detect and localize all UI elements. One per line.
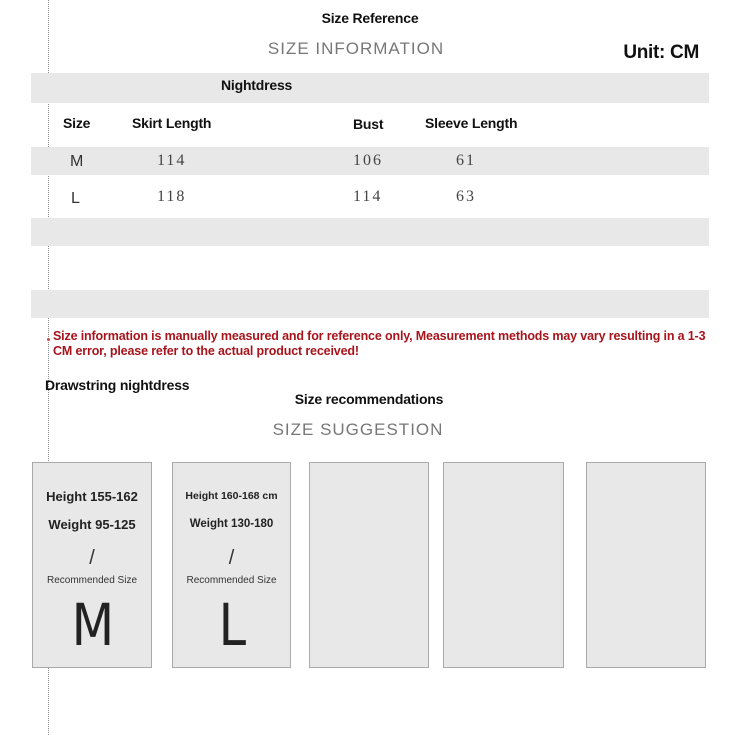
card-recommended-label: Recommended Size [186, 575, 277, 586]
unit-label: Unit: CM [623, 42, 699, 63]
notice-bullet-icon [47, 338, 50, 341]
cell-skirt-length: 114 [157, 152, 187, 169]
cell-bust: 114 [353, 188, 383, 205]
cell-bust: 106 [353, 152, 383, 169]
product-name: Drawstring nightdress [45, 377, 190, 393]
size-card-l [172, 462, 291, 668]
card-divider-slash: / [228, 547, 235, 569]
card-size-letter: M [71, 591, 113, 659]
cell-size: M [70, 153, 84, 170]
table-product-name: Nightdress [221, 77, 293, 93]
recommendations-subtitle: SIZE SUGGESTION [272, 420, 444, 439]
measurement-notice: Size information is manually measured and for reference only, Measurement methods may vary resulting in a 1-3 CM error, please refer to the actual product received! [53, 329, 706, 358]
cell-size: L [71, 190, 80, 207]
cell-skirt-length: 118 [157, 188, 187, 205]
column-header-sleeve-length: Sleeve Length [425, 115, 518, 131]
size-card-empty [586, 462, 706, 668]
card-height: Height 160-168 cm [185, 490, 278, 502]
cell-sleeve-length: 61 [456, 152, 476, 169]
page-subtitle: SIZE INFORMATION [267, 39, 445, 58]
table-empty-band [31, 290, 709, 318]
size-card-m [32, 462, 152, 668]
recommendations-title: Size recommendations [294, 391, 444, 407]
table-empty-band [31, 218, 709, 246]
table-product-band [31, 73, 709, 103]
card-height: Height 155-162 [46, 489, 138, 504]
page-title: Size Reference [321, 10, 419, 26]
card-recommended-label: Recommended Size [46, 575, 138, 586]
cell-sleeve-length: 63 [456, 188, 476, 205]
size-card-empty [309, 462, 429, 668]
column-header-bust: Bust [353, 116, 384, 132]
column-header-skirt-length: Skirt Length [132, 115, 212, 131]
card-size-letter: L [218, 591, 245, 659]
card-weight: Weight 95-125 [48, 517, 136, 532]
size-card-empty [443, 462, 564, 668]
card-divider-slash: / [89, 547, 95, 569]
card-weight: Weight 130-180 [189, 518, 274, 530]
column-header-size: Size [63, 115, 91, 131]
